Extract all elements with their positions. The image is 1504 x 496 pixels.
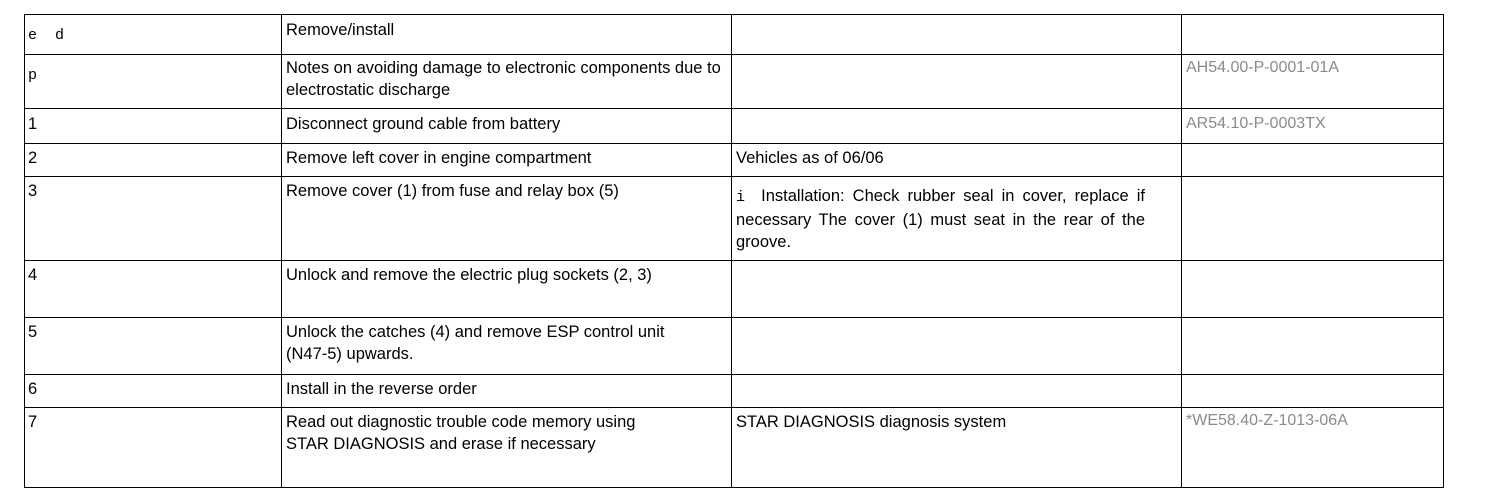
reference-cell <box>1182 177 1444 261</box>
note-text <box>732 55 1181 61</box>
step-cell <box>25 408 282 488</box>
reference-cell <box>1182 109 1444 144</box>
step-cell <box>25 109 282 144</box>
instruction-cell <box>282 144 732 177</box>
reference-cell <box>1182 408 1444 488</box>
installation-note <box>732 177 1181 253</box>
step-cell <box>25 177 282 261</box>
reference-cell <box>1182 261 1444 318</box>
table-row <box>25 375 1444 408</box>
instruction-cell <box>282 15 732 55</box>
step-label: 2 <box>28 149 38 167</box>
table-row <box>25 261 1444 318</box>
reference-cell <box>1182 15 1444 55</box>
note-cell <box>732 261 1182 318</box>
step-label: 1 <box>28 115 38 133</box>
note-cell <box>732 177 1182 261</box>
table-row <box>25 109 1444 144</box>
note-text: Installation: Check rubber seal in cover, replace if necessary The cover (1) must seat in the rear of the groove. <box>736 187 1145 251</box>
step-label: 7 <box>28 413 38 431</box>
note-cell <box>732 109 1182 144</box>
step-cell <box>25 144 282 177</box>
instruction-cell <box>282 109 732 144</box>
instruction-text: Unlock and remove the electric plug sockets (2, 3) <box>286 266 652 284</box>
note-text <box>732 318 1181 324</box>
note-cell <box>732 55 1182 109</box>
reference-text <box>1182 177 1443 183</box>
note-text <box>732 15 1181 21</box>
step-cell <box>25 55 282 109</box>
step-cell <box>25 375 282 408</box>
note-cell <box>732 15 1182 55</box>
note-text: STAR DIAGNOSIS diagnosis system <box>736 413 1007 431</box>
step-cell <box>25 318 282 375</box>
reference-cell <box>1182 55 1444 109</box>
reference-text <box>1182 144 1443 150</box>
step-cell <box>25 261 282 318</box>
step-label: 6 <box>28 380 38 398</box>
reference-cell <box>1182 144 1444 177</box>
step-label: 5 <box>28 323 38 341</box>
table-row <box>25 177 1444 261</box>
note-cell <box>732 375 1182 408</box>
instruction-text: Remove cover (1) from fuse and relay box (5) <box>286 182 619 200</box>
reference-link[interactable]: *WE58.40-Z-1013-06A <box>1186 412 1348 429</box>
table-row <box>25 318 1444 375</box>
note-text <box>732 109 1181 115</box>
instruction-text: Notes on avoiding damage to electronic components due to electrostatic discharge <box>286 59 721 99</box>
reference-link[interactable]: AH54.00-P-0001-01A <box>1186 59 1339 76</box>
reference-cell <box>1182 318 1444 375</box>
instruction-cell <box>282 318 732 375</box>
note-text: Vehicles as of 06/06 <box>736 149 884 167</box>
procedure-table <box>24 14 1444 488</box>
table-row <box>25 55 1444 109</box>
instruction-text: Remove/install <box>286 21 395 39</box>
note-cell <box>732 144 1182 177</box>
instruction-text: Unlock the catches (4) and remove ESP control unit (N47-5) upwards. <box>286 323 665 363</box>
reference-text <box>1182 261 1443 267</box>
instruction-cell <box>282 261 732 318</box>
table-row <box>25 144 1444 177</box>
reference-text <box>1182 375 1443 381</box>
step-label: 4 <box>28 266 38 284</box>
note-cell <box>732 408 1182 488</box>
instruction-text: Disconnect ground cable from battery <box>286 115 561 133</box>
step-label: e d <box>28 27 65 44</box>
info-icon: i <box>736 189 746 206</box>
table-row <box>25 15 1444 55</box>
reference-text <box>1182 318 1443 324</box>
step-label: 3 <box>28 182 38 200</box>
instruction-text: Install in the reverse order <box>286 380 477 398</box>
note-text <box>732 375 1181 381</box>
instruction-text: Read out diagnostic trouble code memory using STAR DIAGNOSIS and erase if necessary <box>286 413 636 453</box>
reference-cell <box>1182 375 1444 408</box>
step-label: p <box>28 67 38 84</box>
step-cell <box>25 15 282 55</box>
table-row <box>25 408 1444 488</box>
reference-text <box>1182 15 1443 21</box>
note-text <box>732 261 1181 267</box>
reference-link[interactable]: AR54.10-P-0003TX <box>1186 115 1326 132</box>
instruction-cell <box>282 408 732 488</box>
instruction-cell <box>282 55 732 109</box>
note-cell <box>732 318 1182 375</box>
instruction-cell <box>282 177 732 261</box>
instruction-text: Remove left cover in engine compartment <box>286 149 592 167</box>
instruction-cell <box>282 375 732 408</box>
